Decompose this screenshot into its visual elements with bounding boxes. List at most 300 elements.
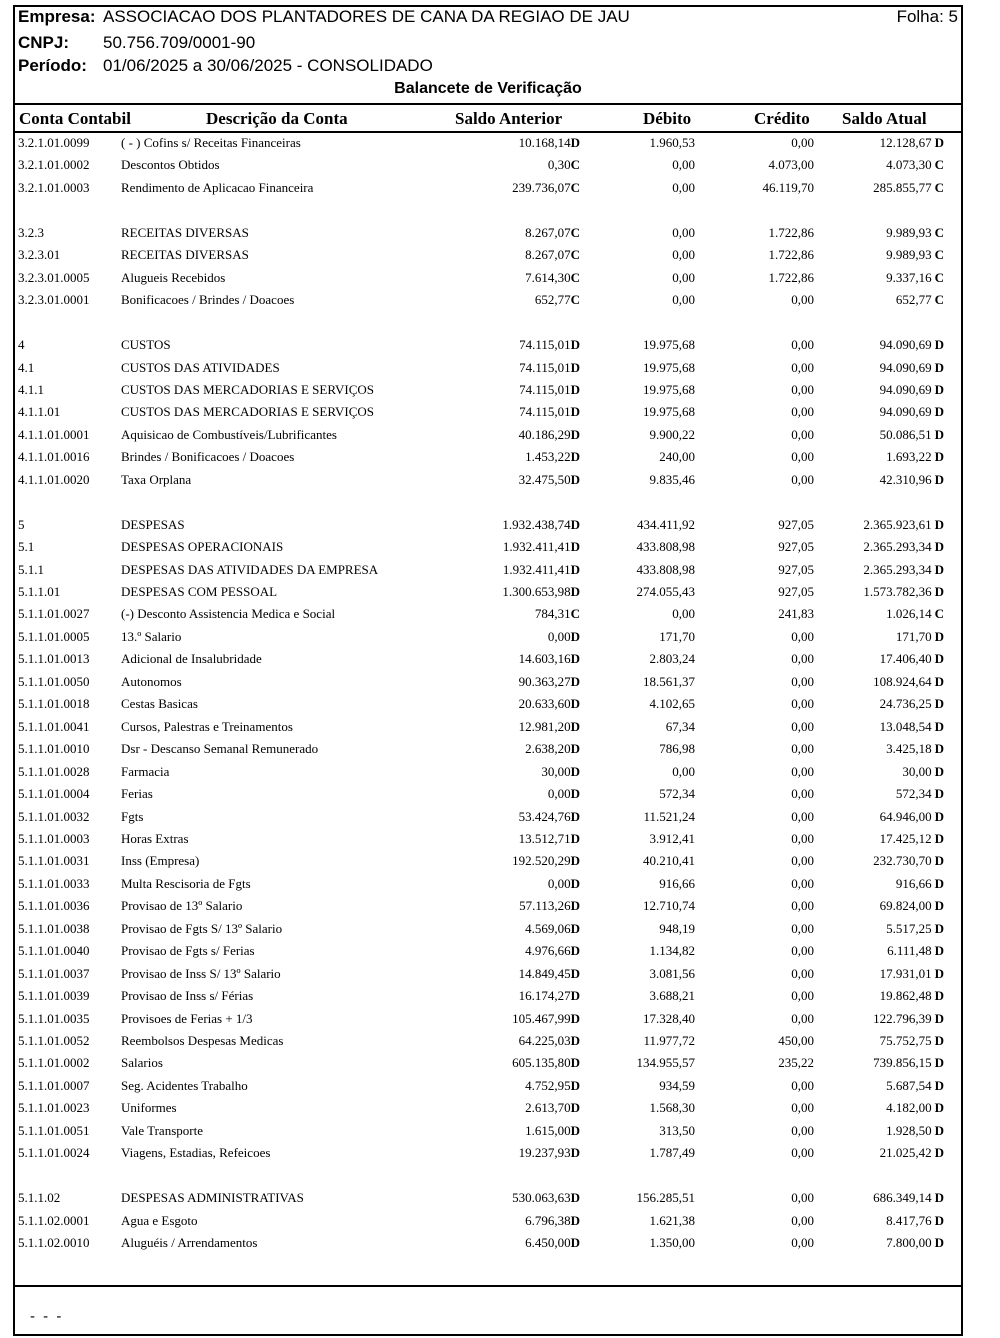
saldo-anterior (420, 225, 580, 241)
saldo-anterior-flag: D (570, 1077, 580, 1093)
saldo-anterior (420, 1235, 580, 1251)
saldo-anterior-flag: D (570, 539, 580, 555)
saldo-atual (780, 449, 944, 465)
saldo-atual-value: 4.182,00 (886, 1100, 932, 1116)
account-description: CUSTOS DAS MERCADORIAS E SERVIÇOS (121, 404, 374, 420)
saldo-atual (780, 135, 944, 151)
saldo-anterior-flag: D (570, 651, 580, 667)
saldo-atual-flag: D (934, 1077, 944, 1093)
saldo-anterior-flag: D (570, 1145, 580, 1161)
debito-value: 434.411,92 (636, 516, 695, 532)
saldo-anterior (420, 427, 580, 443)
credito-value: 0,00 (791, 763, 814, 779)
debito-value: 1.350,00 (649, 1235, 695, 1251)
account-code: 5.1.1.01.0033 (18, 875, 90, 891)
account-description: Adicional de Insalubridade (121, 651, 262, 667)
saldo-atual-flag: C (934, 269, 944, 285)
saldo-anterior-value: 1.932.411,41 (502, 561, 571, 577)
empresa-label: Empresa: (18, 7, 96, 26)
account-description: Seg. Acidentes Trabalho (121, 1077, 248, 1093)
debito-value: 3.688,21 (649, 988, 695, 1004)
saldo-anterior-value: 13.512,71 (518, 830, 571, 846)
saldo-atual-flag: D (934, 516, 944, 532)
saldo-atual (780, 247, 944, 263)
saldo-anterior (420, 135, 580, 151)
account-code: 5.1.1.01.0003 (18, 830, 90, 846)
saldo-anterior-flag: D (570, 381, 580, 397)
debito-value: 19.975,68 (643, 359, 695, 375)
saldo-anterior (420, 472, 580, 488)
saldo-anterior-flag: D (570, 898, 580, 914)
saldo-anterior-flag: D (570, 988, 580, 1004)
credito-value: 0,00 (791, 1145, 814, 1161)
saldo-anterior (420, 921, 580, 937)
saldo-anterior-value: 8.267,07 (525, 247, 571, 263)
debito-value: 9.835,46 (649, 471, 695, 487)
saldo-anterior-value: 40.186,29 (518, 426, 571, 442)
account-code: 4.1 (18, 359, 35, 375)
periodo-label: Período: (18, 56, 87, 75)
debito-value: 3.081,56 (649, 965, 695, 981)
saldo-atual-value: 8.417,76 (886, 1212, 932, 1228)
saldo-atual-value: 122.796,39 (873, 1010, 932, 1026)
saldo-atual (780, 764, 944, 780)
saldo-atual-flag: D (934, 1010, 944, 1026)
account-code: 5.1.1.02.0001 (18, 1212, 90, 1228)
debito-value: 19.975,68 (643, 337, 695, 353)
saldo-anterior-value: 1.932.438,74 (502, 516, 571, 532)
saldo-anterior-value: 30,00 (541, 763, 571, 779)
saldo-anterior-flag: C (570, 224, 580, 240)
saldo-anterior-flag: D (570, 1033, 580, 1048)
saldo-atual-value: 916,66 (895, 875, 932, 891)
saldo-atual-value: 739.856,15 (873, 1055, 932, 1071)
saldo-atual-flag: D (934, 696, 944, 712)
saldo-atual-value: 19.862,48 (879, 988, 932, 1004)
saldo-atual-value: 108.924,64 (873, 673, 932, 689)
debito-value: 67,34 (665, 718, 695, 734)
saldo-atual (780, 1235, 944, 1251)
saldo-atual-flag: D (934, 359, 944, 375)
saldo-anterior-flag: C (570, 606, 580, 622)
saldo-anterior (420, 449, 580, 465)
saldo-anterior-flag: D (570, 1190, 580, 1206)
account-code: 5.1.1.01.0013 (18, 651, 90, 667)
saldo-atual-value: 686.349,14 (873, 1190, 932, 1206)
saldo-atual-value: 7.800,00 (886, 1235, 932, 1251)
account-description: Uniformes (121, 1100, 177, 1116)
debito-value: 0,00 (672, 763, 695, 779)
empresa-value: ASSOCIACAO DOS PLANTADORES DE CANA DA REGIAO DE JAU (103, 7, 630, 26)
account-description: Viagens, Estadias, Refeicoes (121, 1145, 271, 1161)
debito-value: 40.210,41 (643, 853, 695, 869)
saldo-atual-value: 1.693,22 (886, 449, 932, 465)
account-description: DESPESAS OPERACIONAIS (121, 539, 284, 555)
debito-value: 12.710,74 (643, 898, 695, 914)
saldo-anterior-value: 4.569,06 (525, 920, 571, 936)
account-code: 5.1.1.01.0028 (18, 763, 90, 779)
saldo-anterior-value: 7.614,30 (525, 269, 571, 285)
saldo-atual-flag: D (934, 1145, 944, 1161)
saldo-atual-value: 6.111,48 (887, 943, 932, 959)
saldo-atual (780, 360, 944, 376)
account-code: 4.1.1 (18, 381, 44, 397)
saldo-anterior-value: 1.453,22 (525, 449, 571, 465)
saldo-anterior (420, 943, 580, 959)
saldo-anterior-value: 14.603,16 (518, 651, 571, 667)
saldo-atual (780, 629, 944, 645)
credito-value: 0,00 (791, 1212, 814, 1228)
account-description: Salarios (121, 1055, 163, 1071)
account-code: 5.1.1.01.0051 (18, 1122, 90, 1138)
saldo-atual-value: 30,00 (902, 763, 932, 779)
saldo-anterior-flag: D (570, 135, 580, 150)
credito-value: 0,00 (791, 1122, 814, 1138)
saldo-anterior (420, 404, 580, 420)
page-title: Balancete de Verificação (394, 80, 582, 97)
saldo-anterior (420, 853, 580, 869)
account-description: Agua e Esgoto (121, 1212, 198, 1228)
saldo-anterior-flag: D (570, 1212, 580, 1228)
saldo-atual-value: 21.025,42 (879, 1145, 932, 1161)
saldo-atual-flag: D (934, 853, 944, 869)
saldo-anterior (420, 696, 580, 712)
saldo-atual-flag: D (934, 584, 944, 599)
saldo-anterior-value: 192.520,29 (512, 853, 571, 869)
debito-value: 433.808,98 (636, 539, 695, 555)
account-code: 5.1.1.01.0039 (18, 988, 90, 1004)
credito-value: 450,00 (778, 1033, 814, 1048)
saldo-atual-flag: D (934, 1122, 944, 1138)
saldo-atual-value: 171,70 (895, 628, 932, 644)
debito-value: 0,00 (672, 269, 695, 285)
saldo-anterior-flag: D (570, 359, 580, 375)
saldo-anterior-value: 0,00 (547, 786, 571, 802)
saldo-anterior-value: 0,30 (547, 157, 571, 173)
debito-value: 240,00 (659, 449, 695, 465)
saldo-atual-value: 94.090,69 (879, 404, 932, 420)
saldo-anterior-value: 53.424,76 (518, 808, 571, 824)
saldo-anterior-flag: D (570, 426, 580, 442)
account-description: 13.º Salario (121, 628, 182, 644)
credito-value: 0,00 (791, 696, 814, 712)
account-code: 5.1.1.01.0024 (18, 1145, 90, 1161)
saldo-anterior-flag: D (570, 1235, 580, 1251)
saldo-atual-flag: D (934, 539, 944, 555)
saldo-atual-flag: D (934, 808, 944, 824)
debito-value: 4.102,65 (649, 696, 695, 712)
credito-value: 0,00 (791, 1190, 814, 1206)
saldo-anterior (420, 1011, 580, 1027)
debito-value: 0,00 (672, 179, 695, 195)
credito-value: 4.073,00 (768, 157, 814, 173)
saldo-atual-flag: D (934, 673, 944, 689)
saldo-atual-flag: D (934, 1033, 944, 1048)
credito-value: 0,00 (791, 1077, 814, 1093)
footer-dashes: - - - (30, 1308, 64, 1325)
saldo-atual (780, 606, 944, 622)
debito-value: 1.134,82 (649, 943, 695, 959)
debito-value: 274.055,43 (636, 584, 695, 599)
account-code: 5.1.1.01.0005 (18, 628, 90, 644)
credito-value: 1.722,86 (768, 247, 814, 263)
saldo-atual (780, 1100, 944, 1116)
saldo-atual (780, 1011, 944, 1027)
saldo-atual-value: 5.517,25 (886, 920, 932, 936)
account-description: Provisao de Fgts S/ 13º Salario (121, 920, 283, 936)
credito-value: 46.119,70 (762, 179, 814, 195)
saldo-atual-flag: D (934, 1100, 944, 1116)
account-description: Alugueis Recebidos (121, 269, 226, 285)
saldo-anterior-value: 652,77 (534, 292, 571, 308)
saldo-atual-value: 9.989,93 (886, 247, 932, 263)
saldo-anterior-value: 530.063,63 (512, 1190, 571, 1206)
credito-value: 0,00 (791, 741, 814, 757)
saldo-anterior-value: 6.450,00 (525, 1235, 571, 1251)
saldo-anterior-value: 2.638,20 (525, 741, 571, 757)
header-top-rule (13, 103, 963, 105)
saldo-atual (780, 337, 944, 353)
saldo-atual (780, 1078, 944, 1094)
saldo-anterior-flag: D (570, 965, 580, 981)
saldo-atual-value: 42.310,96 (879, 471, 932, 487)
saldo-atual-value: 94.090,69 (879, 337, 932, 353)
saldo-atual-flag: D (934, 763, 944, 779)
saldo-anterior-value: 64.225,03 (518, 1033, 571, 1048)
debito-value: 171,70 (659, 628, 695, 644)
saldo-atual-flag: C (934, 606, 944, 622)
account-description: CUSTOS DAS ATIVIDADES (121, 359, 280, 375)
saldo-anterior-flag: D (570, 1055, 580, 1071)
debito-value: 948,19 (659, 920, 695, 936)
account-description: Reembolsos Despesas Medicas (121, 1033, 284, 1048)
debito-value: 1.960,53 (649, 135, 695, 150)
account-description: Taxa Orplana (121, 471, 192, 487)
saldo-anterior-flag: D (570, 561, 580, 577)
account-code: 3.2.1.01.0002 (18, 157, 90, 173)
account-description: Dsr - Descanso Semanal Remunerado (121, 741, 319, 757)
saldo-atual-flag: D (934, 651, 944, 667)
saldo-anterior (420, 1078, 580, 1094)
account-code: 5.1.1.01.0052 (18, 1033, 90, 1048)
account-code: 4 (18, 337, 25, 353)
account-description: Horas Extras (121, 830, 189, 846)
account-code: 4.1.1.01 (18, 404, 61, 420)
saldo-anterior (420, 674, 580, 690)
account-code: 4.1.1.01.0016 (18, 449, 90, 465)
saldo-anterior-value: 0,00 (547, 875, 571, 891)
saldo-anterior (420, 1055, 580, 1071)
debito-value: 18.561,37 (643, 673, 695, 689)
credito-value: 0,00 (791, 651, 814, 667)
saldo-atual-value: 572,34 (895, 786, 932, 802)
saldo-anterior-flag: D (570, 718, 580, 734)
credito-value: 0,00 (791, 359, 814, 375)
account-description: Cursos, Palestras e Treinamentos (121, 718, 293, 734)
saldo-anterior (420, 831, 580, 847)
account-description: ( - ) Cofins s/ Receitas Financeiras (121, 135, 301, 150)
saldo-anterior-flag: D (570, 1100, 580, 1116)
saldo-anterior (420, 764, 580, 780)
saldo-atual (780, 921, 944, 937)
account-description: Provisao de Inss s/ Férias (121, 988, 254, 1004)
credito-value: 0,00 (791, 898, 814, 914)
credito-value: 0,00 (791, 965, 814, 981)
saldo-atual-value: 652,77 (895, 292, 932, 308)
saldo-anterior-flag: C (570, 157, 580, 173)
saldo-anterior-value: 74.115,01 (519, 404, 571, 420)
account-code: 5.1.1.01.0018 (18, 696, 90, 712)
col-header-conta: Conta Contabil (19, 109, 131, 128)
cnpj-value: 50.756.709/0001-90 (103, 33, 256, 52)
saldo-atual (780, 786, 944, 802)
saldo-anterior (420, 292, 580, 308)
account-code: 5.1 (18, 539, 35, 555)
saldo-anterior-flag: C (570, 247, 580, 263)
saldo-atual-flag: D (934, 943, 944, 959)
saldo-atual-flag: D (934, 628, 944, 644)
saldo-atual (780, 651, 944, 667)
debito-value: 433.808,98 (636, 561, 695, 577)
debito-value: 9.900,22 (649, 426, 695, 442)
account-code: 5 (18, 516, 25, 532)
saldo-anterior (420, 988, 580, 1004)
saldo-atual-value: 285.855,77 (873, 179, 932, 195)
debito-value: 19.975,68 (643, 404, 695, 420)
saldo-anterior-value: 32.475,50 (518, 471, 571, 487)
saldo-atual (780, 809, 944, 825)
saldo-atual-value: 5.687,54 (886, 1077, 932, 1093)
saldo-atual-flag: D (934, 135, 944, 150)
saldo-anterior (420, 1145, 580, 1161)
saldo-anterior (420, 629, 580, 645)
saldo-atual-value: 94.090,69 (879, 359, 932, 375)
debito-value: 156.285,51 (636, 1190, 695, 1206)
account-code: 5.1.1.01.0027 (18, 606, 90, 622)
saldo-anterior-flag: D (570, 853, 580, 869)
saldo-anterior-value: 74.115,01 (519, 359, 571, 375)
saldo-atual-flag: D (934, 1212, 944, 1228)
saldo-atual-flag: D (934, 988, 944, 1004)
account-code: 3.2.3.01 (18, 247, 61, 263)
saldo-atual (780, 404, 944, 420)
saldo-anterior (420, 719, 580, 735)
saldo-anterior (420, 809, 580, 825)
saldo-anterior (420, 157, 580, 173)
debito-value: 0,00 (672, 157, 695, 173)
empresa-line (18, 7, 630, 27)
account-description: Provisao de Inss S/ 13º Salario (121, 965, 281, 981)
debito-value: 0,00 (672, 224, 695, 240)
credito-value: 0,00 (791, 1235, 814, 1251)
saldo-atual (780, 853, 944, 869)
saldo-atual-flag: D (934, 898, 944, 914)
saldo-anterior-flag: D (570, 943, 580, 959)
credito-value: 0,00 (791, 1100, 814, 1116)
saldo-anterior-value: 14.849,45 (518, 965, 571, 981)
credito-value: 0,00 (791, 786, 814, 802)
saldo-anterior-flag: D (570, 449, 580, 465)
account-description: RECEITAS DIVERSAS (121, 224, 249, 240)
saldo-atual-flag: D (934, 471, 944, 487)
credito-value: 927,05 (778, 516, 814, 532)
credito-value: 0,00 (791, 1010, 814, 1026)
account-description: CUSTOS DAS MERCADORIAS E SERVIÇOS (121, 381, 374, 397)
saldo-anterior (420, 1123, 580, 1139)
col-header-credito: Crédito (754, 109, 810, 128)
saldo-anterior-flag: C (570, 269, 580, 285)
saldo-anterior-value: 0,00 (547, 628, 571, 644)
saldo-atual-flag: D (934, 786, 944, 802)
credito-value: 0,00 (791, 135, 814, 150)
saldo-anterior-flag: D (570, 763, 580, 779)
saldo-atual (780, 584, 944, 600)
saldo-atual-flag: C (934, 247, 944, 263)
account-code: 5.1.1.01.0038 (18, 920, 90, 936)
account-code: 5.1.1.01.0031 (18, 853, 90, 869)
saldo-anterior-flag: C (570, 292, 580, 308)
credito-value: 241,83 (778, 606, 814, 622)
saldo-anterior-flag: D (570, 741, 580, 757)
saldo-atual (780, 943, 944, 959)
account-description: Provisao de Fgts s/ Ferias (121, 943, 255, 959)
cnpj-line (18, 33, 256, 53)
saldo-atual-value: 24.736,25 (879, 696, 932, 712)
saldo-atual-flag: D (934, 1190, 944, 1206)
saldo-anterior-flag: D (570, 337, 580, 353)
account-description: (-) Desconto Assistencia Medica e Social (121, 606, 336, 622)
saldo-anterior-flag: D (570, 1010, 580, 1026)
account-description: Aluguéis / Arrendamentos (121, 1235, 258, 1251)
credito-value: 0,00 (791, 628, 814, 644)
saldo-atual (780, 1213, 944, 1229)
header-bottom-rule (13, 131, 963, 133)
saldo-anterior (420, 898, 580, 914)
saldo-atual-value: 232.730,70 (873, 853, 932, 869)
saldo-atual (780, 876, 944, 892)
debito-value: 572,34 (659, 786, 695, 802)
col-header-descricao: Descrição da Conta (206, 109, 348, 128)
saldo-anterior-flag: D (570, 808, 580, 824)
debito-value: 0,00 (672, 247, 695, 263)
saldo-anterior-flag: D (570, 628, 580, 644)
credito-value: 235,22 (778, 1055, 814, 1071)
saldo-atual-flag: D (934, 381, 944, 397)
saldo-anterior-value: 784,31 (534, 606, 571, 622)
saldo-atual-flag: D (934, 337, 944, 353)
saldo-anterior (420, 741, 580, 757)
account-description: Rendimento de Aplicacao Financeira (121, 179, 314, 195)
saldo-anterior-value: 1.615,00 (525, 1122, 571, 1138)
saldo-anterior-flag: D (570, 875, 580, 891)
saldo-atual (780, 562, 944, 578)
saldo-atual-flag: D (934, 741, 944, 757)
saldo-anterior-value: 1.932.411,41 (502, 539, 571, 555)
saldo-atual-flag: D (934, 449, 944, 465)
debito-value: 11.521,24 (643, 808, 695, 824)
debito-value: 11.977,72 (643, 1033, 695, 1048)
credito-value: 0,00 (791, 449, 814, 465)
saldo-anterior (420, 180, 580, 196)
saldo-atual (780, 472, 944, 488)
saldo-anterior-flag: D (570, 584, 580, 599)
saldo-atual (780, 696, 944, 712)
saldo-anterior-value: 6.796,38 (525, 1212, 571, 1228)
saldo-anterior (420, 337, 580, 353)
saldo-atual-value: 3.425,18 (886, 741, 932, 757)
saldo-anterior-value: 20.633,60 (518, 696, 571, 712)
saldo-anterior (420, 539, 580, 555)
